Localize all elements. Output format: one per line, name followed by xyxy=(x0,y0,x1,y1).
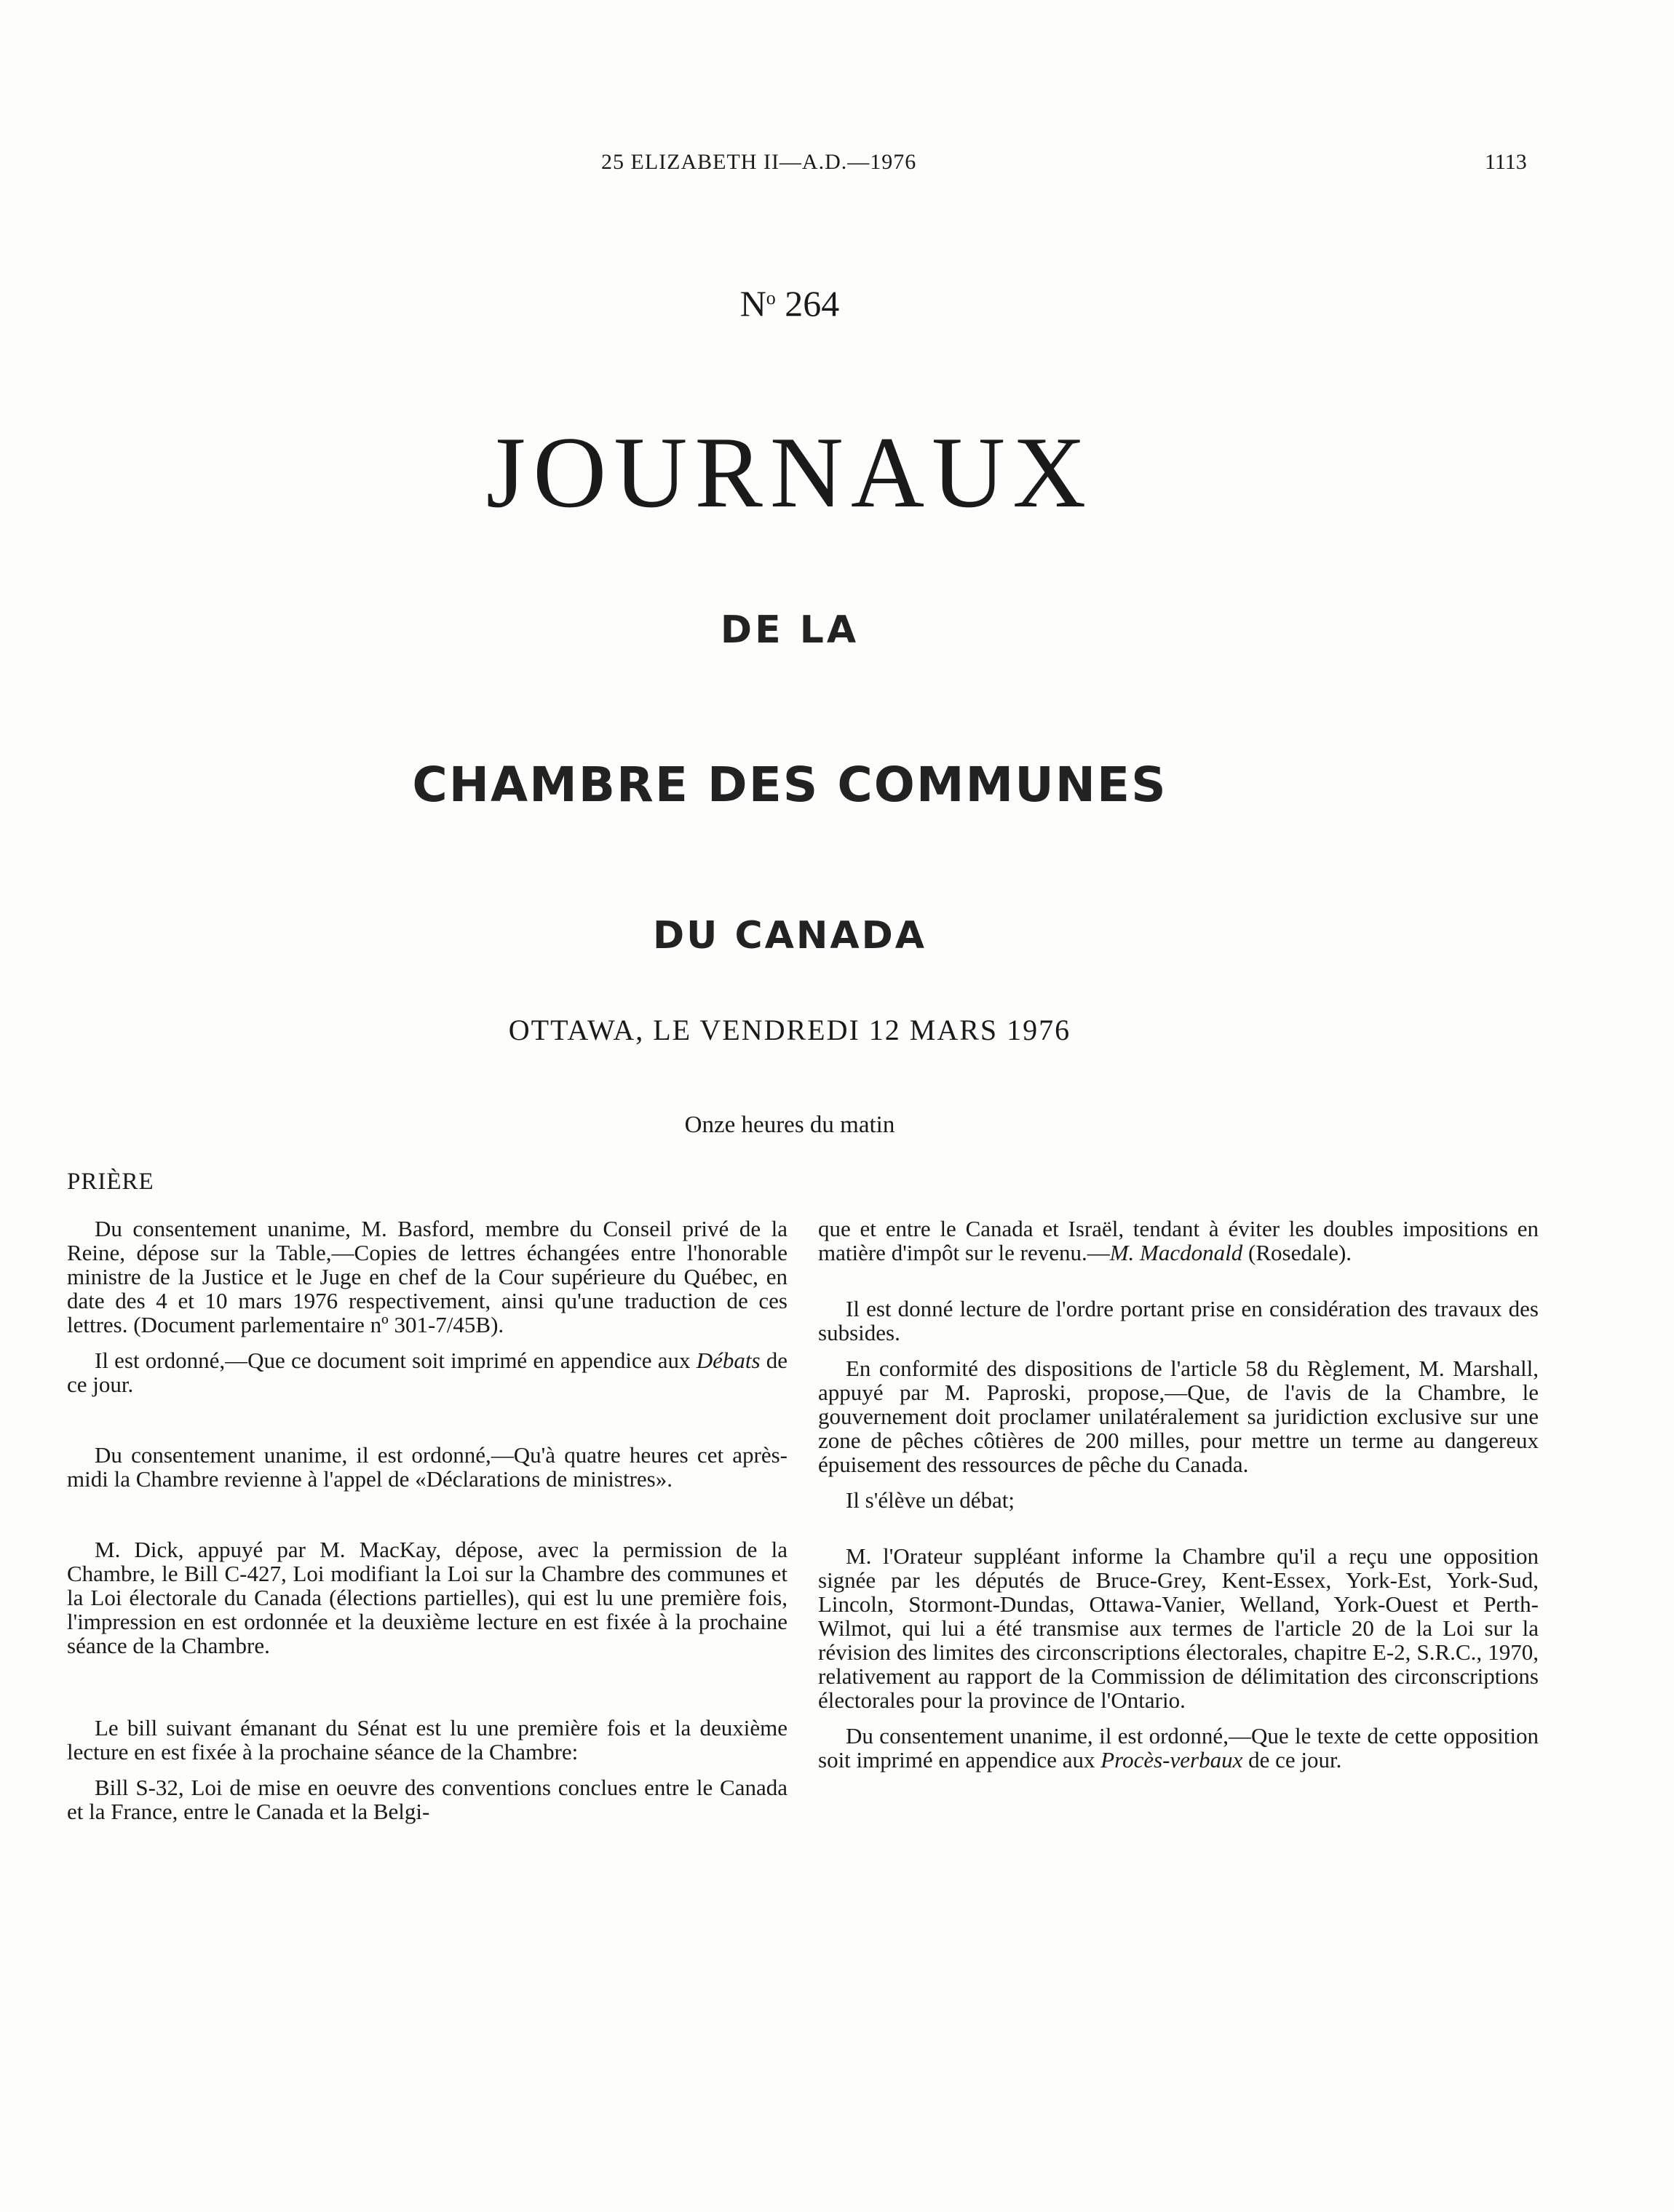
section-heading: PRIÈRE xyxy=(67,1169,154,1195)
subtitle-de-la: DE LA xyxy=(720,608,860,652)
paragraph-bill-s32-continued: que et entre le Canada et Israël, tendant à éviter les doubles impositions en matière d'impôt sur le revenu.—M. Macdonald (Rosedale). xyxy=(818,1216,1539,1265)
issue-prefix: N xyxy=(739,283,766,324)
left-column xyxy=(67,1217,788,1823)
subtitle-chambre: CHAMBRE DES COMMUNES xyxy=(412,757,1167,813)
paragraph-opposition: M. l'Orateur suppléant informe la Chambre qu'il a reçu une opposition signée par les députés de Bruce-Grey, Kent-Essex, York-Est, York-Sud, Lincoln, Stormont-Dundas, Ottawa-Vanier, Welland, York-Ouest et Perth-Wilmot, qui lui a été transmise aux termes de l'article 20 de la Loi sur la révision des limites des circonscriptions électorales, chapitre E-2, S.R.C., 1970, relativement au rapport de la Commission de délimitation des circonscriptions électorales pour la province de l'Ontario. xyxy=(818,1543,1539,1713)
sitting-time: Onze heures du matin xyxy=(684,1112,895,1138)
page-number: 1113 xyxy=(1485,150,1527,174)
main-title: JOURNAUX xyxy=(485,416,1094,529)
right-column xyxy=(818,1217,1539,1772)
running-header: 25 ELIZABETH II—A.D.—1976 xyxy=(601,150,917,174)
issue-superscript: o xyxy=(766,287,776,309)
paragraph-debat: Il s'élève un débat; xyxy=(846,1487,1015,1513)
paragraph-declarations: Du consentement unanime, il est ordonné,—Qu'à quatre heures cet après-midi la Chambre revienne à l'appel de «Déclarations de ministres». xyxy=(67,1442,788,1492)
issue-number xyxy=(0,282,1579,325)
paragraph-senat-bill: Le bill suivant émanant du Sénat est lu une première fois et la deuxième lecture en est fixée à la prochaine séance de la Chambre: xyxy=(67,1715,788,1765)
paragraph-bill-s32: Bill S-32, Loi de mise en oeuvre des conventions conclues entre le Canada et la France, entre le Canada et la Belgi- xyxy=(67,1775,788,1824)
dateline: OTTAWA, LE VENDREDI 12 MARS 1976 xyxy=(508,1014,1071,1046)
paragraph-proces-verbaux: Du consentement unanime, il est ordonné,—Que le texte de cette opposition soit imprimé en appendice aux Procès-verbaux de ce jour. xyxy=(818,1723,1539,1773)
paragraph-basford: Du consentement unanime, M. Basford, membre du Conseil privé de la Reine, dépose sur la Table,—Copies de lettres échangées entre l'honorable ministre de la Justice et le Juge en chef de la Cour supérieure du Québec, en date des 4 et 10 mars 1976 respectivement, ainsi qu'une traduction de ces lettres. (Document parlementaire nº 301-7/45B). xyxy=(67,1216,788,1337)
paragraph-marshall-motion: En conformité des dispositions de l'article 58 du Règlement, M. Marshall, appuyé par M. Paproski, propose,—Que, de l'avis de la Chambre, le gouvernement doit proclamer unilatéralement sa juridiction exclusive sur une zone de pêches côtières de 200 milles, pour mettre un terme au dangereux épuisement des ressources de pêche du Canada. xyxy=(818,1356,1539,1477)
paragraph-bill-c427: M. Dick, appuyé par M. MacKay, dépose, avec la permission de la Chambre, le Bill C-427, Loi modifiant la Loi sur la Chambre des communes et la Loi électorale du Canada (élections partielles), qui est lu une première fois, l'impression en est ordonnée et la deuxième lecture en est fixée à la prochaine séance de la Chambre. xyxy=(67,1537,788,1658)
paragraph-ordonne-debats: Il est ordonné,—Que ce document soit imprimé en appendice aux Débats de ce jour. xyxy=(67,1348,788,1397)
subtitle-canada: DU CANADA xyxy=(652,914,927,958)
issue-value: 264 xyxy=(785,283,840,324)
paragraph-subsides: Il est donné lecture de l'ordre portant prise en considération des travaux des subsides. xyxy=(818,1296,1539,1345)
